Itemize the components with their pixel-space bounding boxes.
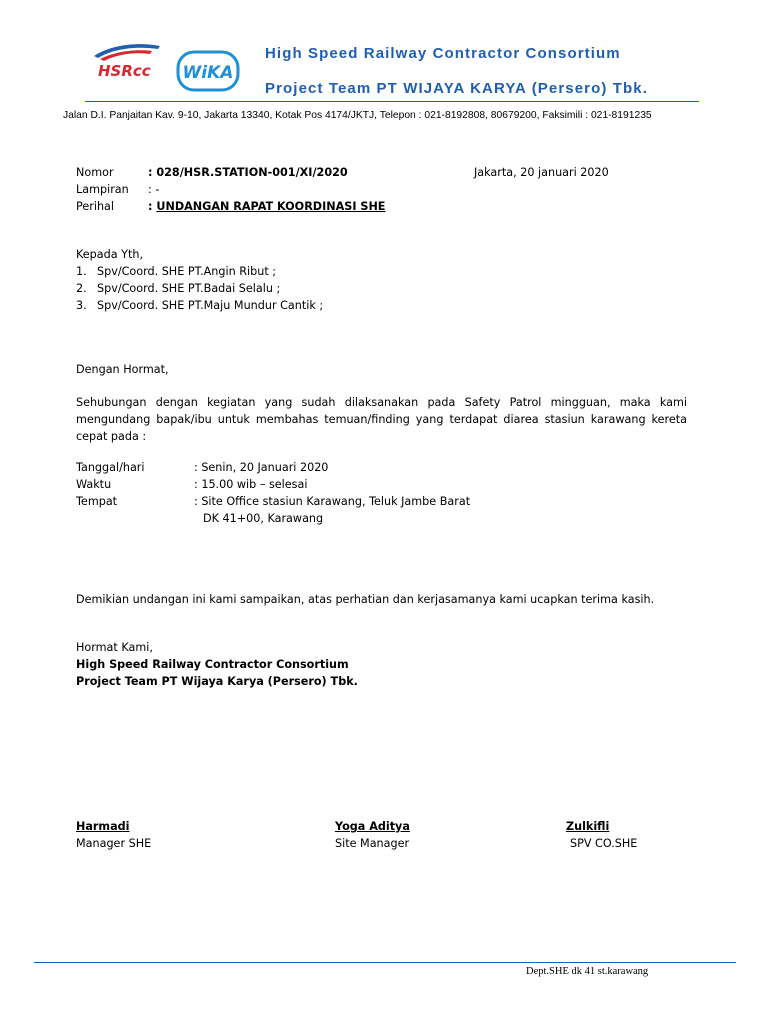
place-date: Jakarta, 20 januari 2020 — [474, 166, 609, 179]
perihal-label: Perihal — [76, 200, 114, 213]
tempat-value-line-1: : Site Office stasiun Karawang, Teluk Jambe Barat — [194, 495, 471, 508]
letterhead-address: Jalan D.I. Panjaitan Kav. 9-10, Jakarta 13340, Kotak Pos 4174/JKTJ, Telepon : 021-8192808, 80679200, Faksimili : 021-8191235 — [63, 110, 652, 121]
tempat-value-line-2: DK 41+00, Karawang — [203, 512, 324, 525]
signatory-3-name: Zulkifli — [566, 820, 610, 833]
perihal-colon: : — [148, 200, 153, 213]
signoff-org-line-2: Project Team PT Wijaya Karya (Persero) Tbk. — [76, 675, 358, 688]
perihal-value: UNDANGAN RAPAT KOORDINASI SHE — [156, 200, 386, 213]
tanggal-value: : Senin, 20 Januari 2020 — [194, 461, 329, 474]
hsrcc-logo — [90, 40, 170, 84]
lampiran-label: Lampiran — [76, 183, 129, 196]
hsrcc-logo-graphic — [90, 40, 170, 84]
nomor-value: : 028/HSR.STATION-001/XI/2020 — [148, 166, 348, 179]
greeting: Dengan Hormat, — [76, 363, 169, 376]
recipient-1-text: Spv/Coord. SHE PT.Angin Ribut ; — [97, 265, 277, 278]
recipient-2-num: 2. — [76, 282, 87, 295]
signatory-1-title: Manager SHE — [76, 837, 152, 850]
recipient-2-text: Spv/Coord. SHE PT.Badai Selalu ; — [97, 282, 281, 295]
recipient-3-text: Spv/Coord. SHE PT.Maju Mundur Cantik ; — [97, 299, 324, 312]
paragraph-line-3: cepat pada : — [76, 430, 147, 443]
signoff-org-line-1: High Speed Railway Contractor Consortium — [76, 658, 349, 671]
perihal-line — [148, 198, 385, 215]
tempat-label: Tempat — [76, 495, 118, 508]
letterhead-title: High Speed Railway Contractor Consortium — [265, 45, 621, 62]
signoff-salutation: Hormat Kami, — [76, 641, 153, 654]
closing-sentence: Demikian undangan ini kami sampaikan, atas perhatian dan kerjasamanya kami ucapkan terima kasih. — [76, 593, 655, 606]
hsrcc-logo-text: HSRcc — [98, 62, 151, 80]
paragraph-line-2: mengundang bapak/ibu untuk membahas temuan/finding yang terdapat diarea stasiun karawang kereta — [76, 413, 687, 426]
lampiran-value: : - — [148, 183, 160, 196]
paragraph-line-1: Sehubungan dengan kegiatan yang sudah dilaksanakan pada Safety Patrol mingguan, maka kami — [76, 396, 687, 409]
letterhead-divider — [85, 101, 699, 102]
recipient-3-num: 3. — [76, 299, 87, 312]
waktu-value: : 15.00 wib – selesai — [194, 478, 308, 491]
wika-logo-graphic — [176, 48, 240, 94]
wika-logo — [176, 48, 240, 94]
recipient-1-num: 1. — [76, 265, 87, 278]
footer-text: Dept.SHE dk 41 st.karawang — [526, 966, 649, 977]
signatory-1-name: Harmadi — [76, 820, 130, 833]
signatory-2-name: Yoga Aditya — [335, 820, 410, 833]
footer-divider — [34, 962, 736, 963]
tanggal-label: Tanggal/hari — [76, 461, 145, 474]
signatory-3-title: SPV CO.SHE — [570, 837, 638, 850]
signatory-2-title: Site Manager — [335, 837, 410, 850]
wika-logo-text: WiKA — [182, 63, 234, 83]
waktu-label: Waktu — [76, 478, 112, 491]
recipients-intro: Kepada Yth, — [76, 248, 143, 261]
letterhead-subtitle: Project Team PT WIJAYA KARYA (Persero) Tbk. — [265, 80, 648, 97]
nomor-label: Nomor — [76, 166, 114, 179]
